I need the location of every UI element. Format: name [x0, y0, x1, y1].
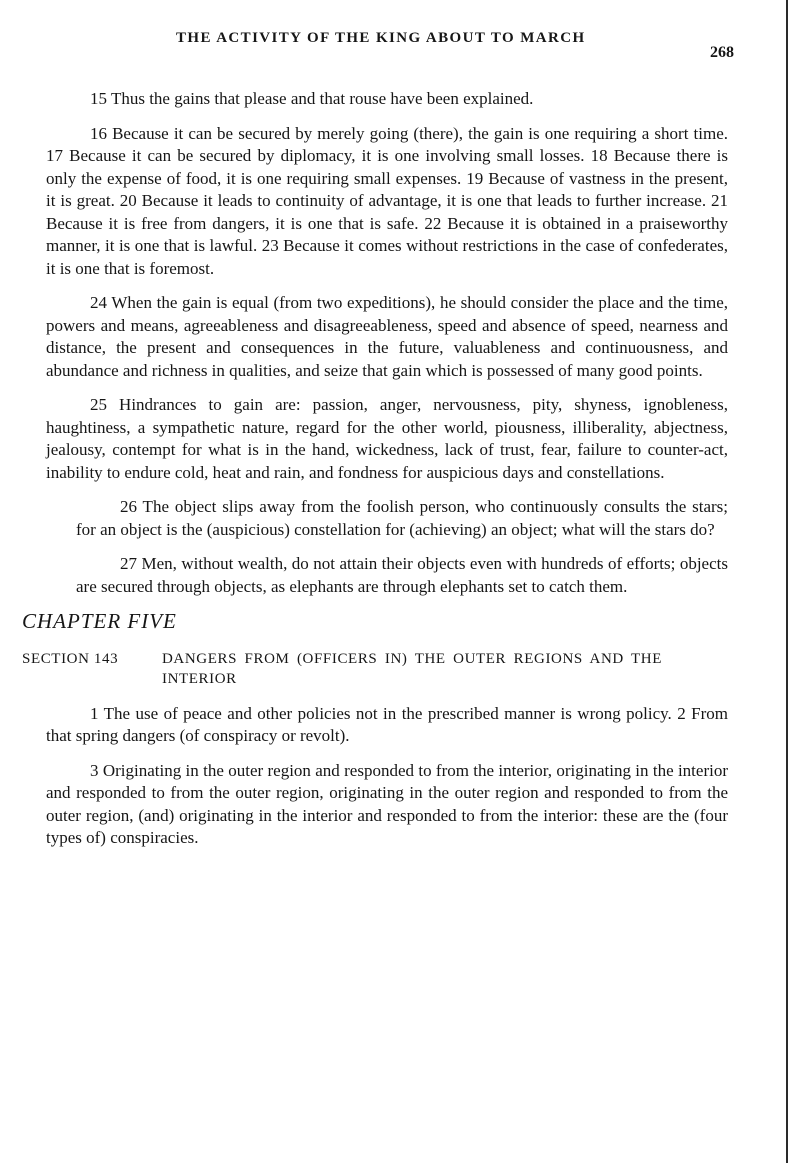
section-heading [22, 649, 728, 689]
paragraph-25: 25 Hindrances to gain are: passion, anger, nervousness, pity, shyness, ignobleness, haughtiness, a sympathetic nature, regard for the other world, piousness, illiberality, abjectness, jealousy, contempt for what is in the hand, wickedness, lack of trust, fear, failure to counter-act, inability to endure cold, heat and rain, and fondness for auspicious days and constellations. [46, 395, 728, 482]
running-head: THE ACTIVITY OF THE KING ABOUT TO MARCH [176, 30, 586, 46]
page-edge-line [786, 0, 788, 1163]
verse-27: 27 Men, without wealth, do not attain their objects even with hundreds of efforts; objects are secured through objects, as elephants are through elephants set to catch them. [76, 554, 728, 596]
page-number: 268 [710, 44, 734, 61]
paragraph-16-23: 16 Because it can be secured by merely going (there), the gain is one requiring a short time. 17 Because it can be secured by diplomacy, it is one involving small losses. 18 Because there is only the expense of food, it is one requiring small expenses. 19 Because of vastness in the present, it is great. 20 Because it leads to continuity of advantage, it is one that leads to further increase. 21 Because it is free from dangers, it is one that is safe. 22 Because it is obtained in a praiseworthy manner, it is one that is lawful. 23 Because it comes without restrictions in the case of confederates, it is one that is foremost. [46, 123, 728, 278]
verse-26: 26 The object slips away from the foolish person, who continuously consults the stars; for an object is the (auspicious) constellation for (achieving) an object; what will the stars do? [76, 497, 728, 539]
chapter-title: CHAPTER FIVE [22, 609, 177, 633]
section-label: SECTION 143 [22, 650, 119, 667]
section-paragraph-1-2: 1 The use of peace and other policies not in the prescribed manner is wrong policy. 2 From that spring dangers (of conspiracy or revolt). [46, 703, 728, 745]
body-text [22, 88, 728, 862]
section-title: DANGERS FROM (OFFICERS IN) THE OUTER REGIONS AND THE INTERIOR [162, 650, 662, 687]
paragraph-24: 24 When the gain is equal (from two expeditions), he should consider the place and the time, powers and means, agreeableness and disagreeableness, speed and absence of speed, nearness and distance, the present and consequences in the future, valuableness and continuousness, and abundance and richness in qualities, and seize that gain which is possessed of many good points. [46, 293, 728, 380]
section-paragraph-3: 3 Originating in the outer region and responded to from the interior, originating in the interior and responded to from the outer region, originating in the outer region and responded to from the outer region, (and) originating in the interior and responded to from the interior: these are the (four types of) conspiracies. [46, 760, 728, 847]
paragraph-15: 15 Thus the gains that please and that rouse have been explained. [90, 89, 534, 108]
